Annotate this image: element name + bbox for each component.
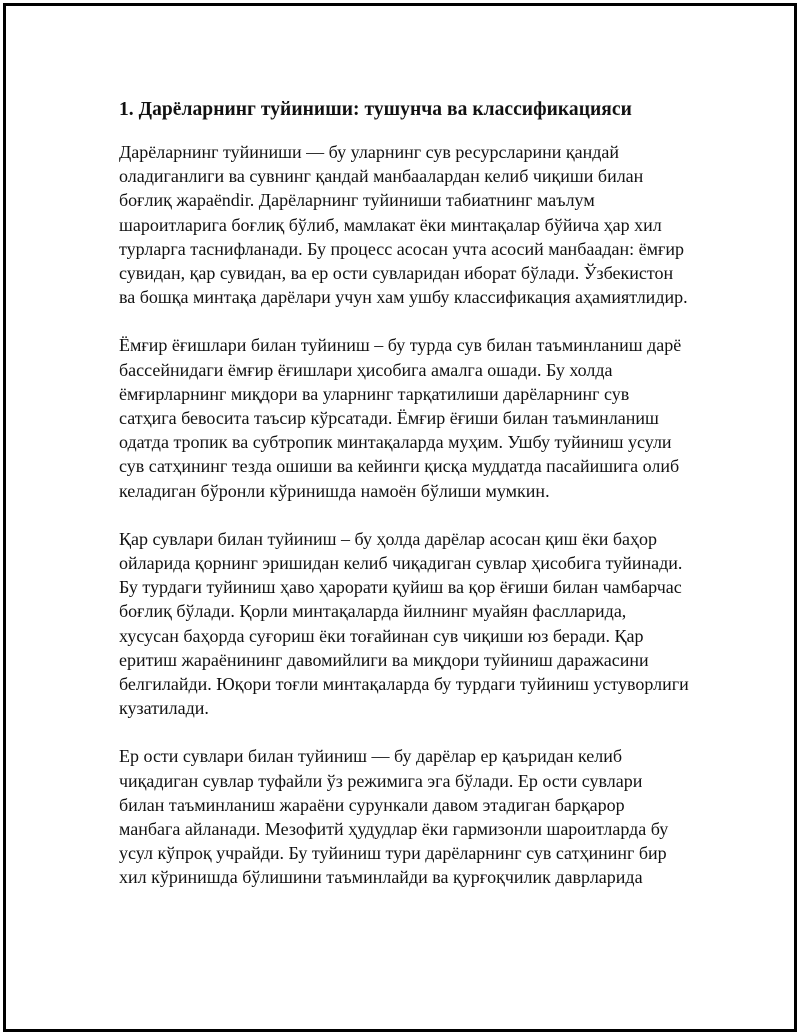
paragraph-snow-feeding: Қар сувлари билан туйиниш – бу ҳолда дарёлар асосан қиш ёки баҳор ойларида қорнинг эришидан келиб чиқадиган сувлар ҳисобига туйинади. Бу турдаги туйиниш ҳаво ҳарорати қуйиш ва қор ёғиши билан чамбарчас боғлиқ бўлади. Қорли минтақаларда йилнинг муайян фаслларида, хусусан баҳорда суғориш ёки тоғайинан сув чиқиши юз беради. Қар еритиш жараёнининг давомийлиги ва миқдори туйиниш даражасини белгилайди. Юқори тоғли минтақаларда бу турдаги туйиниш устуворлиги кузатилади. xyxy=(119,528,689,719)
section-heading: 1. Дарёларнинг туйиниши: тушунча ва классификацияси xyxy=(119,99,632,120)
paragraph-groundwater-feeding: Ер ости сувлари билан туйиниш — бу дарёлар ер қаъридан келиб чиқадиган сувлар туфайли ўз режимига эга бўлади. Ер ости сувлари билан таъминланиш жараёни сурункали давом этадиган барқарор манбага айланади. Мезофитй ҳудудлар ёки гармизонли шароитларда бу усул кўпроқ учрайди. Бу туйиниш тури дарёларнинг сув сатҳининг бир хил кўринишда бўлишини таъминлайди ва қурғоқчилик даврларида xyxy=(119,746,669,888)
page-frame xyxy=(3,3,797,1032)
paragraph-rain-feeding: Ёмғир ёғишлари билан туйиниш – бу турда сув билан таъминланиш дарё бассейнидаги ёмғир ёғишлари ҳисобига амалга ошади. Бу холда ёмғирларнинг миқдори ва уларнинг тарқатилиши дарёларнинг сув сатҳига бевосита таъсир кўрсатади. Ёмғир ёғиши билан таъминланиш одатда тропик ва субтропик минтақаларда муҳим. Ушбу туйиниш усули сув сатҳининг тезда ошиши ва кейинги қисқа муддатда пасайишига олиб келадиган бўронли кўринишда намоён бўлиши мумкин. xyxy=(119,335,682,501)
document-body xyxy=(119,94,689,890)
paragraph-intro: Дарёларнинг туйиниши — бу уларнинг сув ресурсларини қандай оладиганлиги ва сувнинг қандай манбаалардан келиб чиқиши билан боғлиқ жараёndir. Дарёларнинг туйиниши табиатнинг маълум шароитларига боғлиқ бўлиб, мамлакат ёки минтақалар бўйича ҳар хил турларга таснифланади. Бу процесс асосан учта асосий манбаадан: ёмғир сувидан, қар сувидан, ва ер ости сувларидан иборат бўлади. Ўзбекистон ва бошқа минтақа дарёлари учун хам ушбу классификация аҳамиятлидир. xyxy=(119,142,688,308)
